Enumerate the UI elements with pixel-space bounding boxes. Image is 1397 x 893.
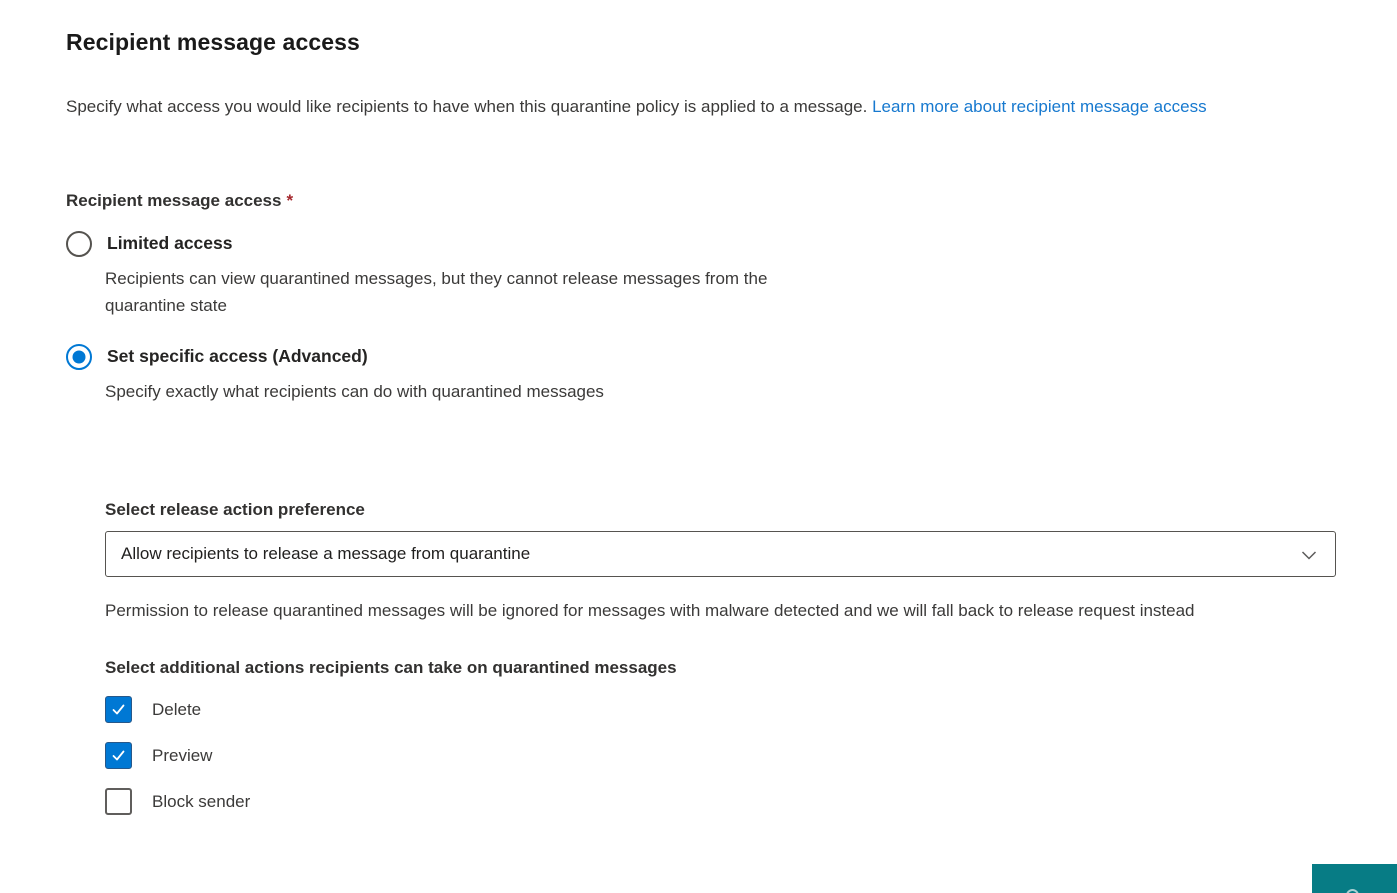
release-preference-label: Select release action preference: [105, 500, 365, 519]
learn-more-link[interactable]: Learn more about recipient message access: [872, 97, 1207, 116]
radio-label-limited-access[interactable]: Limited access: [107, 233, 233, 253]
release-preference-note: Permission to release quarantined messages will be ignored for messages with malware detected and we will fall back to release request instead: [105, 601, 1195, 620]
check-icon: [110, 701, 127, 718]
radio-selected-icon[interactable]: [66, 344, 92, 370]
delete-checkbox[interactable]: [105, 696, 132, 723]
checkbox-row-block-sender[interactable]: [105, 788, 1337, 815]
check-icon: [110, 747, 127, 764]
delete-checkbox-label[interactable]: Delete: [152, 700, 202, 719]
page-description: [66, 93, 1336, 121]
radio-desc-limited-access: Recipients can view quarantined messages, but they cannot release messages from the quarantine state: [105, 269, 768, 315]
preview-checkbox[interactable]: [105, 742, 132, 769]
chevron-down-icon: [1301, 550, 1317, 561]
advanced-access-section: [105, 499, 1337, 815]
block-sender-checkbox-label[interactable]: Block sender: [152, 792, 251, 811]
page-description-text: Specify what access you would like recipients to have when this quarantine policy is applied to a message.: [66, 97, 873, 116]
access-field-label: [66, 190, 1337, 212]
radio-desc-set-specific-access: Specify exactly what recipients can do with quarantined messages: [105, 382, 604, 401]
checkbox-row-preview[interactable]: [105, 742, 1337, 769]
additional-actions-label: Select additional actions recipients can take on quarantined messages: [105, 658, 677, 677]
release-action-selected-value: Allow recipients to release a message from quarantine: [121, 544, 531, 563]
access-field-label-text: Recipient message access: [66, 191, 282, 210]
preview-checkbox-label[interactable]: Preview: [152, 746, 213, 765]
radio-label-set-specific-access[interactable]: Set specific access (Advanced): [107, 346, 368, 366]
radio-option-limited-access[interactable]: [66, 230, 1337, 319]
required-asterisk: *: [286, 191, 294, 210]
radio-option-set-specific-access[interactable]: [66, 343, 1337, 405]
block-sender-checkbox[interactable]: [105, 788, 132, 815]
help-button[interactable]: [1312, 864, 1397, 893]
help-icon: [1346, 889, 1359, 893]
page-title: Recipient message access: [66, 29, 360, 55]
checkbox-row-delete[interactable]: [105, 696, 1337, 723]
release-action-select[interactable]: [105, 531, 1336, 577]
radio-unselected-icon[interactable]: [66, 231, 92, 257]
